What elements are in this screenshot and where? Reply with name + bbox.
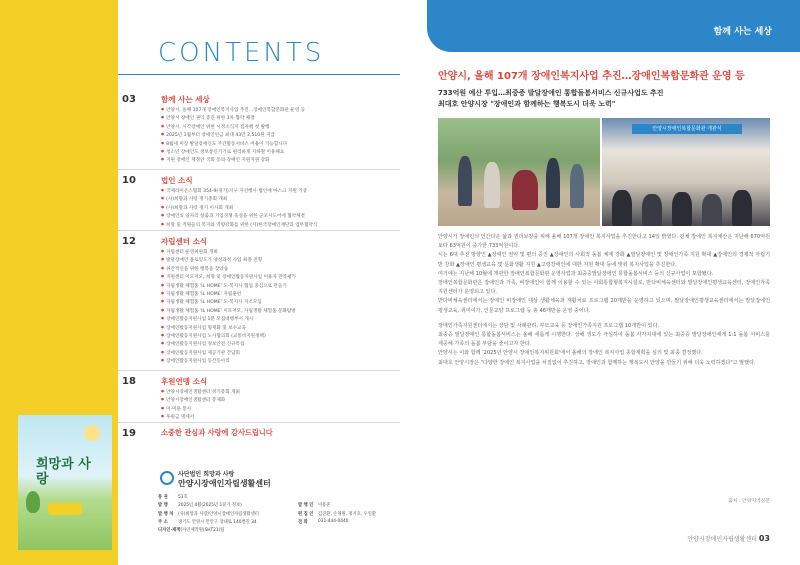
article-paragraph: 안양시는 이와 함께 '2025년 안양시 장애인복지위원회'에서 올해의 장애인 복지사업 종합계획을 심의 및 최종 결정했다. — [438, 350, 703, 357]
cover-tree-shape — [26, 491, 40, 513]
article-paragraph: 시는 6대 추진 방향인 ▲장애인 권익 및 편의 증진 ▲장애인의 사회적 돌봄 체계 강화 ▲발달장애인 및 장애인가족 지원 확대 ▲장애인의 경제적 자립기반 강화 ▲장애인 평생교육 및 문화생활 지원 ▲고령장애인에 대한 지원 확대 등에 맞춰 복지사업을 추진한다. — [438, 252, 770, 268]
section-page-number: 18 — [122, 376, 136, 387]
colophon-value: 031-444-0440 — [318, 518, 349, 524]
contents-item: ● 자립생활 체험홈 'IL HOME' 도·복지사 협업 중심으로 만들기 — [161, 282, 296, 290]
article-subtitle: 최대호 안양시장 "장애인과 함께하는 행복도시 더욱 노력" — [438, 100, 616, 108]
contents-item: ● 자립생활 체험홈 'IL HOME' 이모저모, 자립생활 체험홈 문화탐방 — [161, 307, 296, 315]
section-page-number: 12 — [122, 236, 136, 247]
section-title: 법인 소식 — [161, 176, 193, 185]
section-page-number: 03 — [122, 94, 136, 105]
contents-item: ● 지원 장애인 재정안 국회 동의·장애인 지원지원 강화 — [161, 156, 305, 164]
article-paragraph: 여기에는 지난해 10월에 개관한 장애인복합문화관 운영사업과 최중증발달장애인 통합돌봄서비스 등의 신규사업이 포함됐다. — [438, 270, 714, 277]
section-header-band — [427, 0, 800, 52]
person-shape — [672, 192, 692, 226]
section-item-list — [161, 388, 240, 422]
contents-item: ● 장애인활동지원사업 형재화 및 보수교육 — [161, 324, 296, 332]
contents-heading: CONTENTS — [158, 38, 325, 68]
contents-item: ● (사)희망과 사랑 정기 이사회 개최 — [161, 204, 317, 212]
colophon-value: (사)희망과 사랑/안양시장애인자립생활센터 — [178, 511, 259, 517]
person-shape — [702, 194, 722, 226]
contents-item: ● 후원금 명세서 — [161, 413, 240, 421]
colophon-row — [158, 494, 398, 502]
contents-item: ● (사)희망과 사랑 정기총회 개최 — [161, 195, 317, 203]
contents-item: ● 안양시, 올해 107개 장애인복지사업 추진…장애인복합문화관 운영 등 — [161, 106, 305, 114]
contents-item: ● 장애인활동지원사업 1분 모집대행부서 개시 — [161, 315, 296, 323]
contents-item: ● 8월세 미장 발달장애인도 주간활동서비스 이용이 가능합니다 — [161, 140, 305, 148]
person-shape — [642, 194, 662, 226]
article-body — [438, 233, 770, 368]
contents-item: ● 지원센터 이모저모, 희망 및 장애인활동지원사업 이용자 만족평가 — [161, 273, 296, 281]
section-title: 함께 사는 세상 — [161, 95, 210, 104]
magazine-cover-image — [18, 415, 112, 550]
section-title: 자립센터 소식 — [161, 237, 208, 246]
section-page-number: 10 — [122, 175, 136, 186]
contents-item: ● 자립생활 체험홈 'IL HOME' 도·복지사 자조모임 — [161, 298, 296, 306]
article-paragraph: 최대호 안양시장은 "다양한 장애인 복지사업을 차질없이 추진하고, 장애인과 함께하는 행복도시 안양을 만들기 위해 더욱 노력하겠다"고 말했다. — [438, 359, 756, 366]
contents-item: ● 발달장애인 홈로밍도가 양성과정 사업 최종 전형 — [161, 256, 296, 264]
article-subtitle: 733억원 예산 투입…최중증 발달장애인 통합돌봄서비스 신규사업도 추진 — [438, 89, 664, 97]
page-footer — [687, 534, 770, 543]
colophon-row — [158, 502, 398, 510]
contents-item: ● 위안적인을 위한 행복을 찾았습 — [161, 265, 296, 273]
cover-title: 희망과 사랑 — [36, 457, 91, 487]
contents-item: ● 자립센터 운영위원회 개최 — [161, 248, 296, 256]
colophon-value: 디자인제작원(SHT21)팀 — [178, 528, 225, 534]
colophon-row — [158, 527, 398, 535]
section-divider — [118, 422, 400, 423]
section-page-number: 19 — [122, 428, 136, 439]
colophon-label: 디자인·제작 — [158, 528, 181, 534]
colophon-label: 전 화 — [298, 519, 308, 525]
event-photo-outdoor — [438, 118, 600, 226]
colophon-value: 김진환, 손채원, 정지호, 우일환 — [318, 511, 377, 517]
contents-item: ● 2025년 1월부터 장애인연금 최대 43만 2,510원 지급 — [161, 131, 305, 139]
article-paragraph: 반다비체육센터에서는 장애인 비장애인 대상 생활체육과 재활치료 프로그램 20개반을 운영하고 있으며, 발달장애인평생교육센터에서는 발달장애인 평생교육, 취미여가, 인문교양 프로그램 등 총 46개반을 운영 중이다. — [438, 298, 770, 314]
person-shape — [512, 170, 538, 210]
contents-item: ● 안양시, 시각장애인 위한 시정소식지 점자책 첫 발행 — [161, 123, 305, 131]
contents-item: ● 장애인활동지원사업 정보안전 신규특집 — [161, 340, 296, 348]
contents-item: ● 안양시장애인생활센터 정기총회 개최 — [161, 388, 240, 396]
section-item-list — [161, 187, 317, 229]
cover-sun-shape — [84, 425, 100, 441]
article-page — [400, 0, 800, 565]
colophon-label: 발 행 — [158, 503, 168, 509]
colophon-row — [158, 511, 398, 519]
event-photo-ceremony — [602, 118, 770, 226]
article-paragraph: 안양시가 장애인의 인간다운 삶과 권리보장을 위해 올해 107개 장애인 복지사업을 추진한다고 14일 밝혔다. 전체 장애인 복지예산은 지난해 670억원보다 63억원이 증가한 733억원이다. — [438, 234, 770, 250]
contents-item: ● 이·미용 봉사 — [161, 405, 240, 413]
contents-item: ● 장애인활동지원사업 제공기관 간담회 — [161, 349, 296, 357]
colophon-value: 경기도 안양시 만안구 장내로 140번길 34 — [178, 519, 257, 525]
colophon-value: 2025년 4월(2025년 1분기 정보) — [178, 503, 242, 509]
colophon-label: 통 권 — [158, 495, 168, 500]
publisher-logo-icon — [160, 471, 174, 485]
article-title: 안양시, 올해 107개 장애인복지사업 추진…장애인복합문화관 운영 등 — [438, 71, 745, 82]
contents-item: ● 자립생활 체험홈 'IL HOME' 자립훈련 — [161, 290, 296, 298]
colophon-value: 53호 — [178, 495, 188, 500]
colophon-label: 발 행 처 — [158, 511, 174, 517]
colophon-row — [158, 519, 398, 527]
colophon-label: 편 집 인 — [298, 511, 314, 517]
section-header-tag: 함께 사는 세상 — [713, 27, 772, 37]
person-shape — [546, 158, 560, 208]
person-shape — [484, 162, 500, 208]
contents-divider — [118, 74, 400, 75]
page-number: 03 — [758, 534, 770, 543]
person-shape — [458, 156, 472, 206]
section-divider — [118, 370, 400, 371]
contents-item: ● 청소년 장애인도 정보통신기기로 편리하게 지하철 이용해요 — [161, 148, 305, 156]
colophon — [158, 494, 398, 535]
article-paragraph: 최중증 발달장애인 통합돌봄서비스는 올해 새롭게 시행한다. 상해 생도가 극심하여 돌봄 사각지대에 있는 최중증 발달장애인에게 1:1 돌봄 서비스를 제공해 가족의 돌봄 부담을 줄이고자 한다. — [438, 332, 770, 348]
contents-item: ● 안양시장애인생활센터 봉제화 — [161, 396, 240, 404]
article-paragraph: 장애인가족지원센터에서는 상담 및 사례관리, 부모교육 등 장애인가족지원 프로그램 10개반이 있다. — [438, 322, 660, 329]
section-divider — [118, 230, 400, 231]
section-item-list — [161, 248, 296, 366]
ceremony-banner: 안양시장애인복합문화관 개관식 — [632, 124, 742, 134]
footer-org: 안양시장애인자립생활센터 — [687, 536, 757, 543]
section-item-list — [161, 106, 305, 165]
publisher-name: 안양시장애인자립생활센터 — [178, 479, 271, 488]
section-title: 소중한 관심과 사랑에 감사드립니다 — [161, 428, 273, 437]
contents-item: ● 장애인의 일자리 창출과 기업경쟁 육성을 위한 군포시도어에 협약체결 — [161, 212, 317, 220]
person-shape — [570, 164, 584, 208]
colophon-label: 주 소 — [158, 519, 168, 525]
publisher-slogan: 사단법인 희망과 사랑 — [178, 471, 235, 478]
person-shape — [612, 190, 632, 226]
contents-item: ● 장애인활동지원사업 노사협의회 (교통비지원정책) — [161, 332, 296, 340]
article-paragraph: 장애인복합문화관은 장애인과 가족, 비장애인이 함께 이용할 수 있는 사회통합형복지시설로, 반다비체육센터와 발달장애인평생교육센터, 장애인가족지원센터가 운영되고 있다. — [438, 280, 770, 296]
person-shape — [732, 190, 752, 226]
article-source: 출처 : 안양지역신문 — [728, 499, 770, 504]
cover-bus-shape — [48, 503, 82, 515]
colophon-label: 발 행 인 — [298, 503, 314, 509]
contents-item: ● 장애인활동지원사업 등산동아리 — [161, 357, 296, 365]
section-title: 후원연맹 소식 — [161, 377, 208, 386]
section-divider — [118, 169, 400, 170]
contents-item: ● 국제라이온스협회 354-9(경기)지구 자선행사 법인에 마스크 지원 기증 — [161, 187, 317, 195]
contents-item: ● 안양시 장애인 권익 증진 위한 3차 협약 체결 — [161, 114, 305, 122]
contents-item: ● 희망 및 직원들의 복지와 역량강화를 위한 (사)한국장애인재단과 업무협약식 — [161, 221, 317, 229]
colophon-value: 이용준 — [318, 503, 331, 509]
